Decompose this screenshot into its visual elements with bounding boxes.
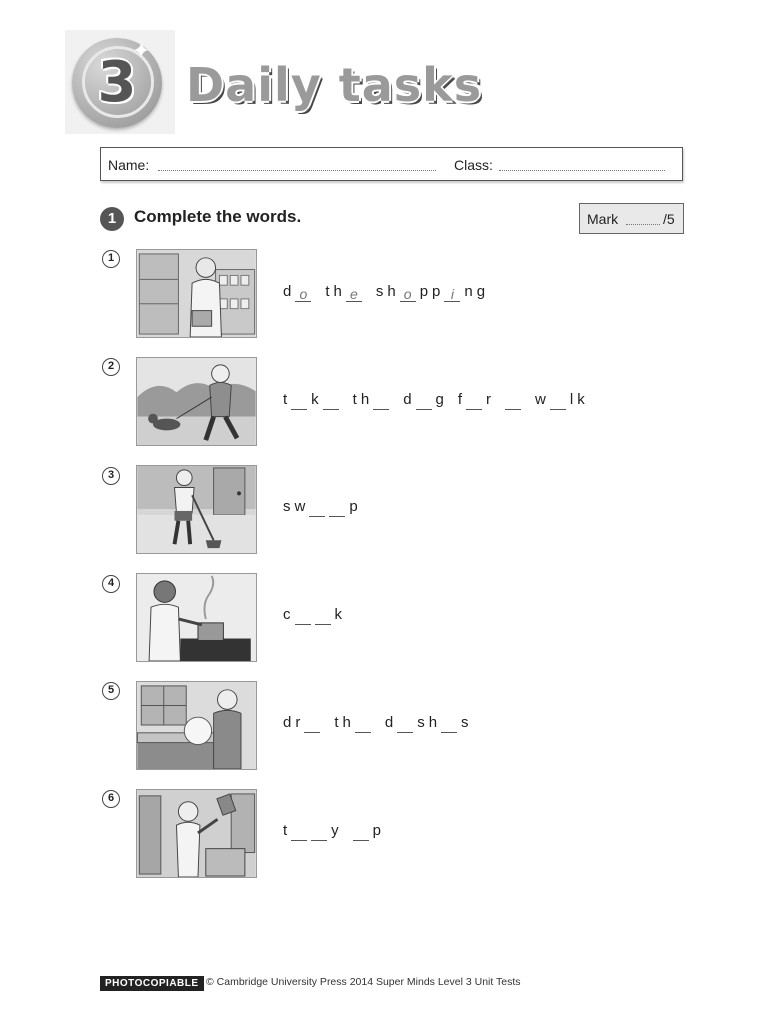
letter-gap[interactable] [550,395,566,410]
word-letter: h [360,391,370,408]
letter-gap[interactable] [353,826,369,841]
word-letter: h [342,714,351,731]
letter-gap[interactable] [416,395,432,410]
tidying-up-picture [136,789,257,878]
word-letter: t [283,391,288,408]
word-space [525,390,535,410]
word-letter: y [331,822,339,839]
word-space [393,390,403,410]
word-letter: d [283,714,292,731]
word-letter: k [311,391,319,408]
word-letter: g [476,283,486,300]
name-field[interactable] [158,170,436,171]
item-number-4: 4 [102,575,120,593]
word-space [375,713,385,733]
letter-gap[interactable] [466,395,482,410]
drying-dishes-picture [136,681,257,770]
word-letter: p [349,498,358,515]
word-line-1 [283,282,489,302]
word-letter: s [417,714,425,731]
example-answer-gap: o [400,287,416,302]
word-letter: f [457,391,463,408]
word-space [448,390,458,410]
word-letter: s [461,714,469,731]
word-space [315,282,325,302]
word-letter: s [283,498,291,515]
word-line-6 [283,821,385,841]
word-letter: t [334,714,339,731]
letter-gap[interactable] [441,718,457,733]
word-letter: h [333,283,342,300]
item-number-3: 3 [102,467,120,485]
sparkle-icon: ✦ [132,38,151,63]
word-letter: t [283,822,288,839]
photocopiable-badge: PHOTOCOPIABLE [100,976,204,991]
word-line-3 [283,497,362,517]
mark-total: /5 [663,211,675,227]
example-answer-gap: o [295,287,311,302]
word-letter: n [464,283,473,300]
copyright-notice: © Cambridge University Press 2014 Super Minds Level 3 Unit Tests [206,976,521,988]
name-label: Name: [108,157,150,173]
word-letter: d [283,283,292,300]
mark-box [579,203,684,234]
word-letter: d [384,714,394,731]
letter-gap[interactable] [373,395,389,410]
letter-gap[interactable] [323,395,339,410]
page-title: Daily tasks [186,58,483,112]
exercise-number-badge: 1 [100,207,124,231]
word-space [495,390,505,410]
word-letter: c [283,606,291,623]
letter-gap[interactable] [309,502,325,517]
example-answer-gap: i [444,287,460,302]
item-number-2: 2 [102,358,120,376]
word-space [343,390,353,410]
letter-gap[interactable] [505,395,521,410]
word-letter: p [372,822,382,839]
item-number-5: 5 [102,682,120,700]
word-space [343,821,353,841]
example-answer-gap: e [346,287,362,302]
word-letter: r [486,391,492,408]
walking-dog-picture [136,357,257,446]
word-letter: p [419,283,429,300]
word-space [366,282,376,302]
unit-number: 3 [97,50,137,115]
letter-gap[interactable] [355,718,371,733]
item-number-1: 1 [102,250,120,268]
cooking-picture [136,573,257,662]
student-details-box [100,147,683,181]
letter-gap[interactable] [295,610,311,625]
letter-gap[interactable] [311,826,327,841]
mark-field[interactable] [626,224,660,225]
word-letter: w [294,498,306,515]
word-letter: p [432,283,441,300]
letter-gap[interactable] [304,718,320,733]
word-line-5 [283,713,473,733]
shopping-picture [136,249,257,338]
word-letter: k [334,606,342,623]
item-number-6: 6 [102,790,120,808]
letter-gap[interactable] [315,610,331,625]
word-letter: t [352,391,357,408]
letter-gap[interactable] [397,718,413,733]
word-letter: h [428,714,438,731]
letter-gap[interactable] [291,826,307,841]
letter-gap[interactable] [291,395,307,410]
word-letter: h [387,283,396,300]
word-line-4 [283,605,346,625]
word-letter: l [569,391,574,408]
word-letter: g [435,391,444,408]
word-letter: s [375,283,384,300]
sweeping-picture [136,465,257,554]
class-field[interactable] [499,170,665,171]
letter-gap[interactable] [329,502,345,517]
word-line-2 [283,390,589,410]
word-letter: d [403,391,412,408]
word-letter: k [577,391,585,408]
mark-label: Mark [587,211,619,227]
word-letter: r [295,714,301,731]
exercise-instruction: Complete the words. [134,207,302,226]
word-letter: w [535,391,546,408]
word-space [324,713,334,733]
class-label: Class: [454,157,493,173]
word-letter: t [325,283,330,300]
